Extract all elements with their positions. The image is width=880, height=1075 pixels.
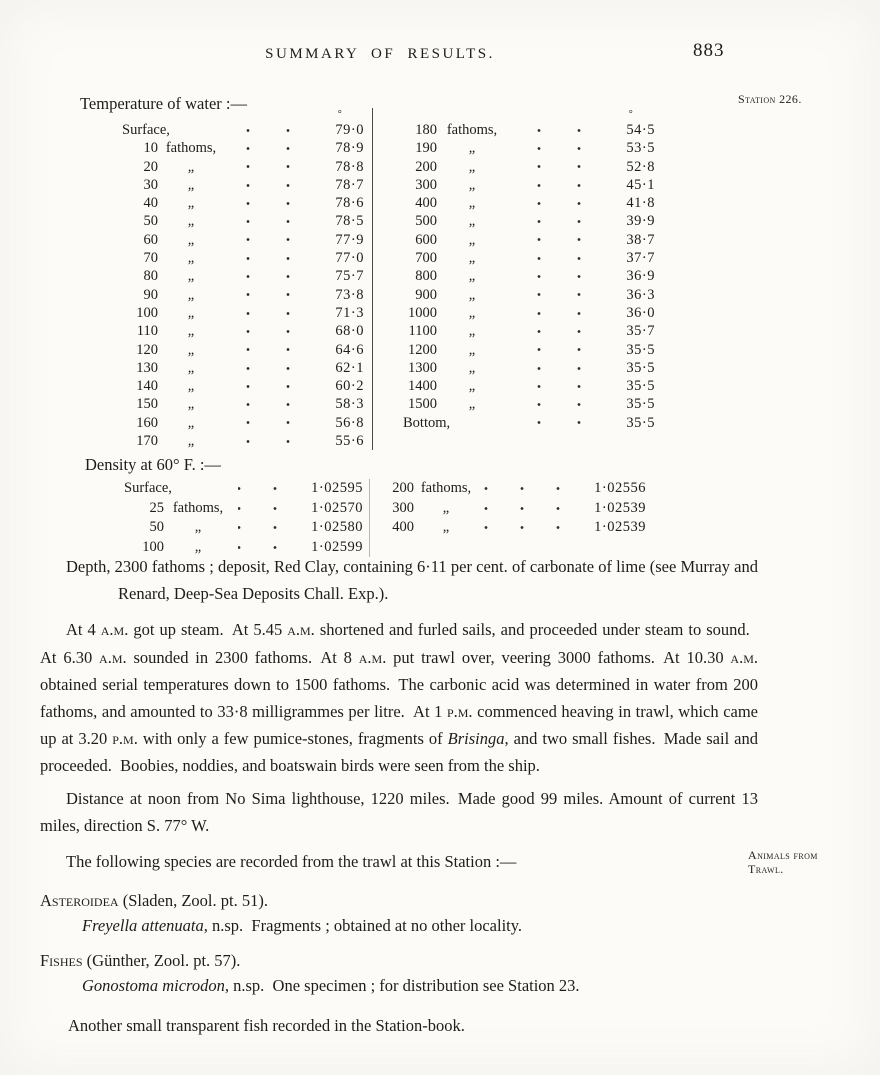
temperature-value: 71·3 xyxy=(335,304,364,321)
depth-label: 1300 xyxy=(408,359,437,376)
table-row xyxy=(403,414,655,432)
margin-note-line: Animals from xyxy=(748,848,818,862)
depth-unit: „ xyxy=(442,499,450,516)
temperature-value: 52·8 xyxy=(626,158,655,175)
temperature-value: 78·6 xyxy=(335,195,364,212)
depth-label: 190 xyxy=(415,140,437,157)
depth-unit: „ xyxy=(187,176,195,193)
dot-leader xyxy=(511,219,599,224)
depth-label: 25 xyxy=(149,499,164,516)
table-row xyxy=(122,249,364,267)
table-row xyxy=(403,322,655,340)
temperature-value: 56·8 xyxy=(335,414,364,431)
temperature-table xyxy=(118,108,661,450)
depth-label: 110 xyxy=(136,323,158,340)
dot-leader xyxy=(230,201,308,206)
table-row xyxy=(124,518,363,538)
temperature-value: 78·5 xyxy=(335,213,364,230)
temperature-value: 35·5 xyxy=(626,341,655,358)
table-row xyxy=(403,231,655,249)
dot-leader xyxy=(511,146,599,151)
density-value: 1·02599 xyxy=(311,538,363,555)
table-row xyxy=(403,304,655,322)
depth-label: Surface, xyxy=(124,480,172,496)
table-row xyxy=(122,121,364,139)
depth-label: 200 xyxy=(415,158,437,175)
depth-unit: „ xyxy=(194,519,202,535)
dot-leader xyxy=(511,402,599,407)
table-row xyxy=(403,286,655,304)
depth-label: 1500 xyxy=(408,396,437,413)
temperature-value: 55·6 xyxy=(335,433,364,450)
depth-unit: „ xyxy=(468,195,476,212)
dot-leader xyxy=(511,366,599,371)
depth-unit: „ xyxy=(468,304,476,321)
temperature-value: 73·8 xyxy=(335,286,364,303)
species-entry: Freyella attenuata, n.sp. Fragments ; obtained at no other locality. xyxy=(82,915,523,935)
depth-label: 170 xyxy=(136,433,158,450)
dot-leader xyxy=(511,183,599,188)
dot-leader xyxy=(230,164,308,169)
dot-leader xyxy=(230,439,308,444)
distance-paragraph: Distance at noon from No Sima lighthouse, 1220 miles. Made good 99 miles. Amount of current 13 miles, direction S. 77° W. xyxy=(40,788,758,835)
page-number: 883 xyxy=(693,40,725,61)
density-value: 1·02570 xyxy=(311,499,363,516)
table-row xyxy=(122,194,364,212)
depth-unit: „ xyxy=(468,396,476,413)
temperature-value: 36·9 xyxy=(626,268,655,285)
dot-leader xyxy=(484,506,576,511)
table-row xyxy=(403,377,655,395)
temperature-value: 35·5 xyxy=(626,396,655,413)
table-row xyxy=(122,176,364,194)
temperature-value: 78·8 xyxy=(335,158,364,175)
table-row xyxy=(384,518,646,538)
table-row xyxy=(403,249,655,267)
dot-leader xyxy=(230,237,308,242)
depth-unit: fathoms, xyxy=(446,122,498,138)
degree-symbol: ° xyxy=(628,109,634,120)
density-heading: Density at 60° F. :— xyxy=(85,455,221,474)
table-row xyxy=(403,341,655,359)
depth-unit: „ xyxy=(187,323,195,340)
table-row xyxy=(122,267,364,285)
depth-unit: „ xyxy=(187,396,195,413)
table-row xyxy=(403,158,655,176)
table-row xyxy=(122,414,364,432)
dot-leader xyxy=(238,486,293,491)
dot-leader xyxy=(511,384,599,389)
density-table-right xyxy=(370,479,650,557)
depth-unit: „ xyxy=(187,359,195,376)
depth-unit: „ xyxy=(187,250,195,267)
species-group-heading: Fishes (Günther, Zool. pt. 57). xyxy=(40,951,241,971)
temperature-value: 38·7 xyxy=(626,231,655,248)
table-row xyxy=(403,212,655,230)
dot-leader xyxy=(230,128,308,133)
table-row xyxy=(122,286,364,304)
depth-unit: „ xyxy=(187,414,195,431)
depth-unit: „ xyxy=(468,341,476,358)
depth-unit: „ xyxy=(468,158,476,175)
table-row xyxy=(122,341,364,359)
degree-symbol-row xyxy=(403,108,655,121)
dot-leader xyxy=(511,128,599,133)
depth-label: 1400 xyxy=(408,378,437,395)
table-row xyxy=(122,395,364,413)
temperature-value: 35·7 xyxy=(626,323,655,340)
temperature-value: 37·7 xyxy=(626,250,655,267)
depth-label: Surface, xyxy=(122,122,170,138)
dot-leader xyxy=(238,545,293,550)
depth-label: 50 xyxy=(143,213,158,230)
depth-unit: „ xyxy=(468,323,476,340)
dot-leader xyxy=(230,146,308,151)
depth-label: 130 xyxy=(136,359,158,376)
dot-leader xyxy=(230,292,308,297)
depth-unit: „ xyxy=(187,304,195,321)
species-block-fishes xyxy=(40,949,758,998)
depth-label: 900 xyxy=(415,286,437,303)
depth-label: 500 xyxy=(415,213,437,230)
dot-leader xyxy=(511,420,599,425)
depth-unit: „ xyxy=(187,433,195,450)
temperature-value: 39·9 xyxy=(626,213,655,230)
dot-leader xyxy=(230,384,308,389)
depth-label: 300 xyxy=(392,499,414,516)
depth-label: 40 xyxy=(143,195,158,212)
margin-note-station: Station 226. xyxy=(738,92,802,106)
depth-label: 1000 xyxy=(408,304,437,321)
density-table xyxy=(120,479,650,557)
table-row xyxy=(403,267,655,285)
depth-label: 400 xyxy=(392,519,414,535)
table-row xyxy=(403,121,655,139)
narrative-paragraph: At 4 a.m. got up steam. At 5.45 a.m. shortened and furled sails, and proceeded under steam to sound. At 6.30 a.m. sounded in 2300 fathoms. At 8 a.m. put trawl over, veering 3000 fathoms. At 10.30 a.m. obtained serial temperatures down to 1500 fathoms. The carbonic acid was determined in water from 200 fathoms, and amounted to 33·8 milligrammes per litre. At 1 p.m. commenced heaving in trawl, which came up at 3.20 p.m. with only a few pumice-stones, fragments of Brisinga, and two small fishes. Made sail and proceeded. Boobies, noddies, and boatswain birds were seen from the ship. xyxy=(40,620,759,776)
table-row xyxy=(124,479,363,499)
depth-label: 60 xyxy=(143,231,158,248)
dot-leader xyxy=(230,256,308,261)
species-intro: The following species are recorded from the trawl at this Station :— xyxy=(66,852,517,872)
depth-unit: „ xyxy=(187,286,195,303)
degree-symbol-row xyxy=(122,108,364,121)
table-row xyxy=(403,176,655,194)
dot-leader xyxy=(230,311,308,316)
depth-label: 700 xyxy=(415,250,437,267)
table-row xyxy=(122,377,364,395)
temperature-value: 54·5 xyxy=(626,122,655,138)
temperature-table-right xyxy=(373,108,661,450)
dot-leader xyxy=(511,201,599,206)
table-row xyxy=(403,194,655,212)
depth-label: 1200 xyxy=(408,341,437,358)
temperature-value: 78·7 xyxy=(335,176,364,193)
depth-unit: „ xyxy=(442,519,450,535)
temperature-value: 60·2 xyxy=(335,378,364,395)
dot-leader xyxy=(511,329,599,334)
depth-label: 140 xyxy=(136,378,158,395)
table-row xyxy=(122,212,364,230)
depth-label: 100 xyxy=(136,304,158,321)
temperature-value: 77·0 xyxy=(335,250,364,267)
dot-leader xyxy=(230,329,308,334)
depth-label: 160 xyxy=(136,414,158,431)
species-entry: Gonostoma microdon, n.sp. One specimen ; for distribution see Station 23. xyxy=(82,975,580,995)
table-row xyxy=(384,499,646,519)
temperature-value: 45·1 xyxy=(626,176,655,193)
depth-label: 800 xyxy=(415,268,437,285)
station-book-note: Another small transparent fish recorded in the Station-book. xyxy=(68,1016,465,1036)
temperature-value: 68·0 xyxy=(335,323,364,340)
depth-label: 400 xyxy=(415,195,437,212)
density-value: 1·02539 xyxy=(594,519,646,535)
depth-label: 80 xyxy=(143,268,158,285)
depth-label: Bottom, xyxy=(403,414,451,431)
depth-label: 90 xyxy=(143,286,158,303)
dot-leader xyxy=(511,256,599,261)
depth-unit: „ xyxy=(468,250,476,267)
density-value: 1·02556 xyxy=(594,480,646,496)
dot-leader xyxy=(511,292,599,297)
dot-leader xyxy=(511,164,599,169)
depth-unit: „ xyxy=(468,140,476,157)
depth-deposit-note: Depth, 2300 fathoms ; deposit, Red Clay, containing 6·11 per cent. of carbonate of lime (see Murray and Renard, Deep-Sea Deposits Chall. Exp.). xyxy=(66,557,758,604)
dot-leader xyxy=(511,237,599,242)
temperature-value: 79·0 xyxy=(335,122,364,138)
depth-label: 100 xyxy=(142,538,164,555)
running-header: SUMMARY OF RESULTS. xyxy=(265,46,495,62)
species-group-heading: Asteroidea (Sladen, Zool. pt. 51). xyxy=(40,891,268,911)
depth-label: 1100 xyxy=(408,323,437,340)
depth-label: 600 xyxy=(415,231,437,248)
dot-leader xyxy=(511,274,599,279)
temperature-value: 35·5 xyxy=(626,359,655,376)
temperature-heading: Temperature of water :— xyxy=(80,94,247,113)
table-row xyxy=(122,304,364,322)
table-row xyxy=(122,359,364,377)
temperature-value: 62·1 xyxy=(335,359,364,376)
depth-unit: fathoms, xyxy=(172,499,224,516)
temperature-value: 58·3 xyxy=(335,396,364,413)
depth-unit: „ xyxy=(468,231,476,248)
depth-unit: „ xyxy=(468,378,476,395)
depth-label: 120 xyxy=(136,341,158,358)
dot-leader xyxy=(230,219,308,224)
depth-unit: „ xyxy=(194,538,202,555)
temperature-table-left xyxy=(118,108,373,450)
temperature-value: 78·9 xyxy=(335,140,364,157)
body-text-column xyxy=(40,553,758,1039)
depth-label: 10 xyxy=(143,140,158,157)
dot-leader xyxy=(484,486,576,491)
table-row xyxy=(403,395,655,413)
table-row xyxy=(122,231,364,249)
dot-leader xyxy=(238,525,293,530)
depth-unit: fathoms, xyxy=(165,140,217,157)
table-row xyxy=(403,139,655,157)
density-table-left xyxy=(120,479,370,557)
table-row xyxy=(122,322,364,340)
temperature-value: 64·6 xyxy=(335,341,364,358)
table-row xyxy=(122,139,364,157)
temperature-value: 35·5 xyxy=(626,414,655,431)
margin-note-line: Trawl. xyxy=(748,862,784,876)
density-value: 1·02595 xyxy=(311,480,363,496)
depth-unit: „ xyxy=(468,176,476,193)
depth-unit: „ xyxy=(187,195,195,212)
depth-unit: „ xyxy=(468,213,476,230)
dot-leader xyxy=(230,183,308,188)
depth-unit: „ xyxy=(187,341,195,358)
depth-label: 70 xyxy=(143,250,158,267)
dot-leader xyxy=(230,420,308,425)
table-row xyxy=(122,432,364,450)
dot-leader xyxy=(230,402,308,407)
dot-leader xyxy=(230,347,308,352)
depth-label: 20 xyxy=(143,158,158,175)
temperature-value: 41·8 xyxy=(626,195,655,212)
temperature-value: 77·9 xyxy=(335,231,364,248)
temperature-value: 75·7 xyxy=(335,268,364,285)
species-block-asteroidea xyxy=(40,889,758,938)
table-row xyxy=(384,479,646,499)
depth-label: 200 xyxy=(392,480,414,496)
temperature-value: 36·3 xyxy=(626,286,655,303)
dot-leader xyxy=(511,311,599,316)
depth-unit: „ xyxy=(468,268,476,285)
depth-label: 150 xyxy=(136,396,158,413)
depth-unit: fathoms, xyxy=(420,480,472,496)
depth-unit: „ xyxy=(468,286,476,303)
depth-unit: „ xyxy=(187,158,195,175)
density-value: 1·02580 xyxy=(311,519,363,535)
depth-unit: „ xyxy=(187,268,195,285)
table-row xyxy=(122,158,364,176)
margin-note-animals-from-trawl xyxy=(748,848,858,876)
temperature-value: 53·5 xyxy=(626,140,655,157)
depth-label: 180 xyxy=(415,122,437,138)
dot-leader xyxy=(484,525,576,530)
table-row xyxy=(403,359,655,377)
depth-label: 30 xyxy=(143,176,158,193)
depth-unit: „ xyxy=(187,231,195,248)
depth-label: 300 xyxy=(415,176,437,193)
depth-unit: „ xyxy=(468,359,476,376)
depth-unit: „ xyxy=(187,378,195,395)
density-value: 1·02539 xyxy=(594,499,646,516)
dot-leader xyxy=(230,366,308,371)
dot-leader xyxy=(511,347,599,352)
depth-label: 50 xyxy=(149,519,164,535)
depth-unit: „ xyxy=(187,213,195,230)
table-row xyxy=(124,499,363,519)
degree-symbol: ° xyxy=(337,109,343,120)
dot-leader xyxy=(238,506,293,511)
dot-leader xyxy=(230,274,308,279)
temperature-value: 36·0 xyxy=(626,304,655,321)
temperature-value: 35·5 xyxy=(626,378,655,395)
